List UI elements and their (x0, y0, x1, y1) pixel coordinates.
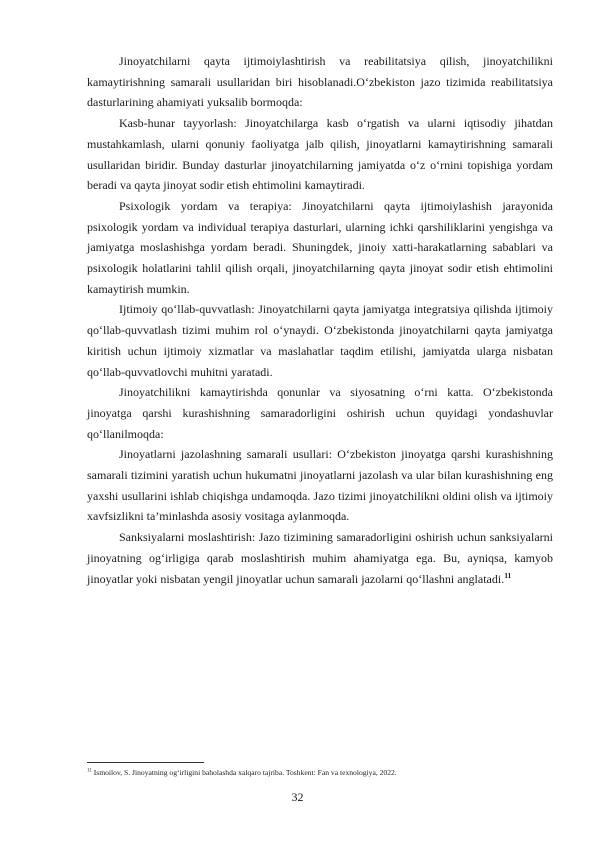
paragraph-6: Jinoyatlarni jazolashning samarali usullari: O‘zbekiston jinoyatga qarshi kurashishning samarali tizimini yaratish uchun hukumatni jinoyatlarni jazolash va ular bilan kurashishning eng yaxshi usullarini ishlab chiqishga undamoqda. Jazo tizimi jinoyatchilikni oldini olish va ijtimoiy xavfsizlikni ta’minlashda asosiy vositaga aylanmoqda. (87, 447, 553, 524)
page-number: 32 (291, 790, 304, 804)
paragraph-7 (87, 527, 553, 589)
body-text (87, 51, 553, 589)
paragraph-4: Ijtimoiy qo‘llab-quvvatlash: Jinoyatchilarni qayta jamiyatga integratsiya qilishda ijtimoiy qo‘llab-quvvatlash tizimi muhim rol o‘ynaydi. O‘zbekistonda jinoyatchilarni qayta jamiyatga kiritish uchun ijtimoiy xizmatlar va maslahatlar taqdim etilishi, jamiyatda ularga nisbatan qo‘llab-quvvatlovchi muhitni yaratadi. (87, 302, 553, 379)
footnote-number: 11 (87, 768, 92, 774)
paragraph-5: Jinoyatchilikni kamaytirishda qonunlar va siyosatning o‘rni katta. O‘zbekistonda jinoyatga qarshi kurashishning samaradorligini oshirish uchun quyidagi yondashuvlar qo‘llanilmoqda: (87, 385, 553, 441)
footnote (87, 768, 553, 778)
paragraph-2: Kasb-hunar tayyorlash: Jinoyatchilarga kasb o‘rgatish va ularni iqtisodiy jihatdan mustahkamlash, ularni qonuniy faoliyatga jalb qilish, jinoyatlarni kamaytirishning samarali usullaridan biridir. Bunday dasturlar jinoyatchilarning jamiyatda o‘z o‘rnini topishiga yordam beradi va qayta jinoyat sodir etish ehtimolini kamaytiradi. (87, 116, 553, 193)
footnote-reference[interactable]: 11 (504, 570, 512, 580)
footnote-separator (87, 762, 204, 763)
paragraph-3: Psixologik yordam va terapiya: Jinoyatchilarni qayta ijtimoiylashish jarayonida psixologik yordam va individual terapiya dasturlari, ularning ichki qarshiliklarini yengishga va jamiyatga moslashishga yordam beradi. Shuningdek, jinoiy xatti-harakatlarning sabablari va psixologik holatlarini tahlil qilish orqali, jinoyatchilarning qayta jinoyat sodir etish ehtimolini kamaytirish mumkin. (87, 198, 553, 296)
paragraph-1: Jinoyatchilarni qayta ijtimoiylashtirish va reabilitatsiya qilish, jinoyatchilikni kamaytirishning samarali usullaridan biri hisoblanadi.O‘zbekiston jazo tizimida reabilitatsiya dasturlarining ahamiyati yuksalib bormoqda: (87, 54, 553, 110)
paragraph-7-text: Sanksiyalarni moslashtirish: Jazo tizimining samaradorligini oshirish uchun sanksiyalarni jinoyatning og‘irligiga qarab moslashtirish muhim ahamiyatga ega. Bu, ayniqsa, kamyob jinoyatlar yoki nisbatan yengil jinoyatlar uchun samarali jazolarni qo‘llashni anglatadi. (87, 530, 553, 586)
footnote-text: Ismoilov, S. Jinoyatning og‘irligini baholashda xalqaro tajriba. Toshkent: Fan va texnologiya, 2022. (93, 768, 397, 777)
